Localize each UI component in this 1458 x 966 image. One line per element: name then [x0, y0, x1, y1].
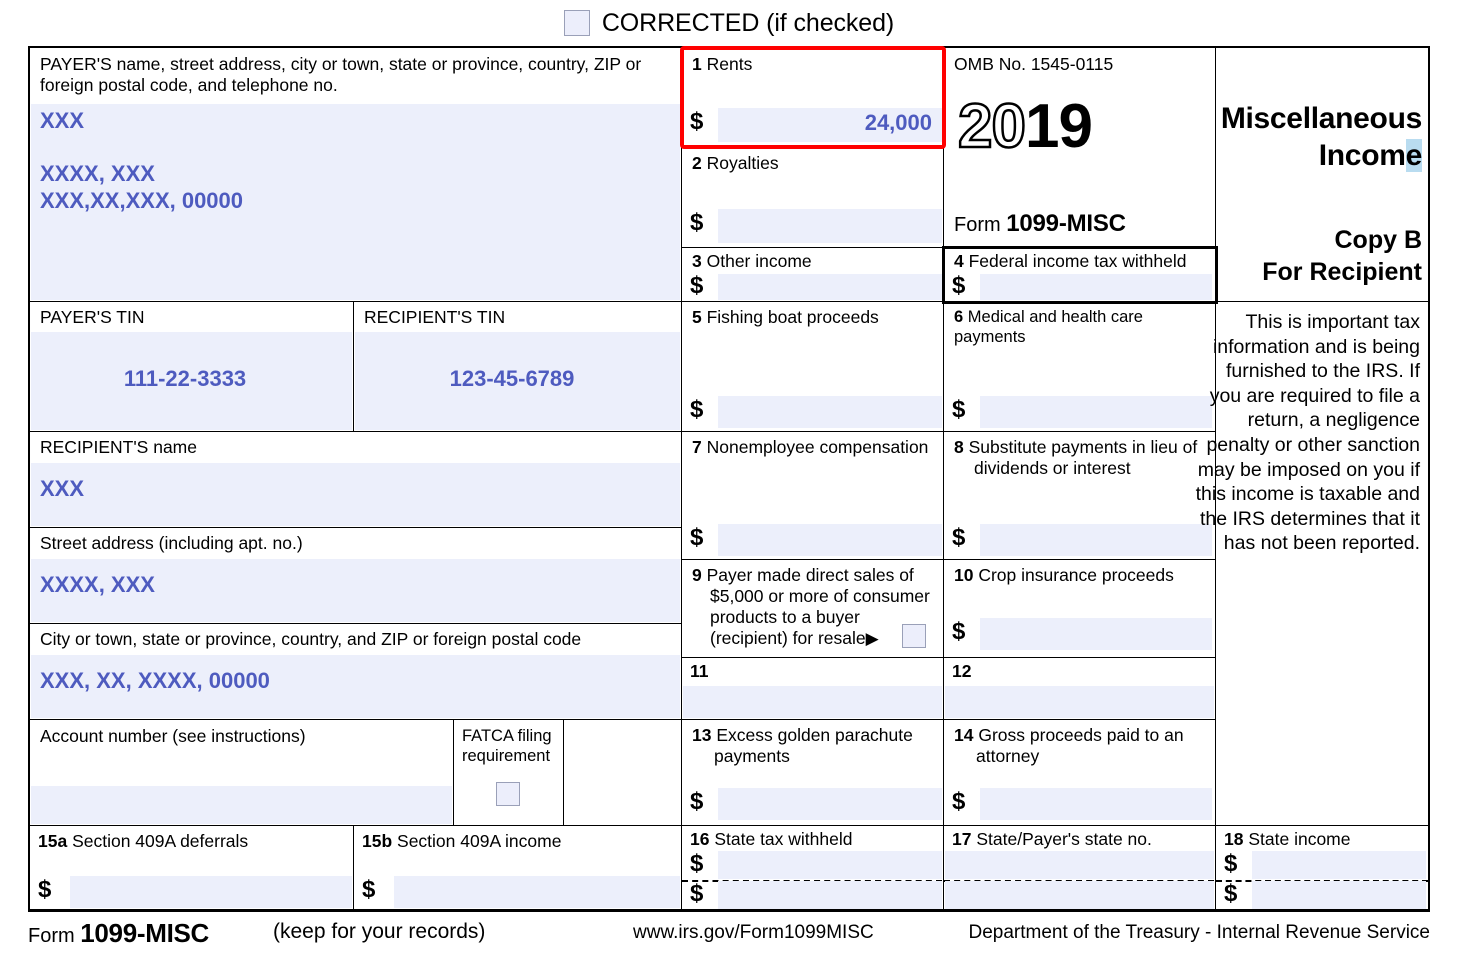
box-8-currency: $ [952, 524, 966, 551]
box-13-cell [682, 720, 944, 826]
recipient-city-label: City or town, state or province, country, and ZIP or foreign postal code [40, 629, 582, 649]
box-1-value: 24,000 [864, 110, 932, 135]
recipient-city-cell [30, 624, 682, 720]
box-6-label: Medical and health care payments [954, 308, 1143, 346]
box-4-label: Federal income tax withheld [968, 251, 1187, 271]
box-2-number: 2 [692, 153, 702, 173]
box-3-label: Other income [706, 251, 812, 271]
box-9-checkbox[interactable] [902, 624, 926, 648]
box-11-number: 11 [690, 661, 709, 681]
box-9-label-line2: $5,000 or more of consumer [710, 586, 930, 606]
payer-cell [30, 48, 682, 302]
recipient-tin-cell [354, 302, 682, 432]
box-18-number: 18 [1224, 829, 1244, 849]
form-title-line2-plain: Incom [1318, 139, 1406, 172]
box-5-cell [682, 302, 944, 432]
title-copy-cell [1216, 48, 1428, 302]
box-2-currency: $ [690, 209, 704, 236]
box-6-cell [944, 302, 1216, 432]
box-13-number: 13 [692, 725, 712, 745]
box-1-currency: $ [690, 108, 704, 135]
box-16-label: State tax withheld [714, 829, 853, 849]
box-16-cell [682, 826, 944, 910]
box-9-number: 9 [692, 565, 702, 585]
box-1-cell [682, 48, 944, 147]
box-2-cell [682, 147, 944, 248]
box-15b-cell [354, 826, 682, 910]
fatca-cell [454, 720, 564, 826]
box-10-label: Crop insurance proceeds [978, 565, 1174, 585]
right-triangle-icon: ▶ [865, 629, 879, 648]
form-title-line1: Miscellaneous [1220, 102, 1422, 135]
box-6-currency: $ [952, 396, 966, 423]
box-7-label: Nonemployee compensation [706, 437, 929, 457]
year-outline-part: 20 [958, 92, 1025, 161]
tax-notice-text: This is important tax information and is being furnished to the IRS. If you are required to file a return, a negligence penalty or other sanction may be imposed on you if this income is taxable and the IRS determines that it has not been reported. [1195, 311, 1420, 555]
recipient-street-value: XXXX, XXX [40, 572, 155, 597]
box-4-currency: $ [952, 272, 966, 299]
recipient-name-value: XXX [40, 476, 85, 501]
box-14-currency: $ [952, 788, 966, 815]
omb-form-number: 1099-MISC [1006, 210, 1126, 237]
box-16-field-row1-bg[interactable] [718, 851, 942, 879]
box-18-field-row1-bg[interactable] [1252, 851, 1426, 879]
box-18-currency-row2: $ [1224, 880, 1238, 907]
box-15a-field-bg[interactable] [70, 876, 352, 908]
box-13-field-bg[interactable] [718, 788, 942, 820]
box-14-number: 14 [954, 725, 974, 745]
box-3-currency: $ [690, 272, 704, 299]
box-18-cell [1216, 826, 1428, 910]
box-4-number: 4 [954, 251, 964, 271]
box-15a-cell [30, 826, 354, 910]
footer-keep-records: (keep for your records) [273, 920, 486, 943]
box-15b-label: Section 409A income [397, 831, 562, 851]
payer-address-line2: XXX,XX,XXX, 00000 [40, 188, 244, 213]
box-7-currency: $ [690, 524, 704, 551]
box-5-number: 5 [692, 307, 702, 327]
box-9-cell [682, 560, 944, 658]
box-13-label-line1: Excess golden parachute [716, 725, 913, 745]
footer-url[interactable]: www.irs.gov/Form1099MISC [633, 922, 874, 943]
box-14-cell [944, 720, 1216, 826]
recipient-street-cell [30, 528, 682, 624]
box-17-number: 17 [952, 829, 972, 849]
recipient-name-cell [30, 432, 682, 528]
box-11-cell [682, 658, 944, 720]
notice-cell [1195, 302, 1428, 826]
box-3-field-bg[interactable] [718, 274, 942, 300]
recipient-tin-value: 123-45-6789 [449, 366, 575, 391]
box-16-number: 16 [690, 829, 710, 849]
payer-tin-label: PAYER'S TIN [40, 307, 145, 327]
box-10-cell [944, 560, 1216, 658]
box-6-number: 6 [954, 308, 964, 326]
recipient-street-label: Street address (including apt. no.) [40, 533, 303, 553]
box-7-number: 7 [692, 437, 702, 457]
box-10-currency: $ [952, 618, 966, 645]
box-17-field-row2-bg[interactable] [945, 881, 1214, 909]
copy-designation [1092, 224, 1422, 288]
box-17-field-row1-bg[interactable] [945, 851, 1214, 879]
omb-number: OMB No. 1545-0115 [954, 54, 1114, 74]
box-8-label-line2: dividends or interest [974, 458, 1131, 478]
box-18-field-row2-bg[interactable] [1252, 881, 1426, 909]
box-1-number: 1 [692, 54, 702, 74]
form-title [1092, 100, 1422, 174]
box-14-label-line1: Gross proceeds paid to an [978, 725, 1184, 745]
corrected-checkbox[interactable] [564, 10, 590, 36]
copy-b-label: Copy B [1334, 226, 1422, 254]
recipient-name-field-bg[interactable] [31, 463, 680, 526]
box-10-field-bg[interactable] [980, 618, 1212, 650]
box-11-field-bg[interactable] [683, 686, 942, 718]
fatca-label-line1: FATCA filing [462, 727, 552, 745]
for-recipient-label: For Recipient [1262, 258, 1422, 286]
box-16-currency-row2: $ [690, 880, 704, 907]
box-18-currency-row1: $ [1224, 850, 1238, 877]
box-14-field-bg[interactable] [980, 788, 1212, 820]
box-17-label: State/Payer's state no. [976, 829, 1152, 849]
box-15b-currency: $ [362, 876, 376, 903]
box-12-number: 12 [952, 661, 972, 681]
recipient-name-label: RECIPIENT'S name [40, 437, 197, 457]
recipient-tin-label: RECIPIENT'S TIN [364, 307, 506, 327]
box-15a-currency: $ [38, 876, 52, 903]
account-number-cell [30, 720, 454, 826]
payer-name-value: XXX [40, 108, 85, 133]
box-16-currency-row1: $ [690, 850, 704, 877]
footer-form-number: 1099-MISC [80, 918, 210, 948]
box-8-cell [944, 432, 1216, 560]
box-8-label-line1: Substitute payments in lieu of [968, 437, 1198, 457]
box-15b-number: 15b [362, 831, 393, 851]
payer-address-line1: XXXX, XXX [40, 161, 155, 186]
box-14-label-line2: attorney [976, 746, 1040, 766]
box-8-field-bg[interactable] [980, 524, 1212, 556]
footer-form-word: Form [28, 925, 75, 947]
box-8-number: 8 [954, 437, 964, 457]
year-solid-part: 19 [1024, 92, 1092, 161]
box-18-label: State income [1248, 829, 1351, 849]
omb-form-word: Form [954, 214, 1001, 236]
box-16-field-row2-bg[interactable] [718, 881, 942, 909]
box-7-cell [682, 432, 944, 560]
corrected-label: CORRECTED (if checked) [601, 8, 895, 37]
box-6-field-bg[interactable] [980, 396, 1212, 428]
form-footer [28, 912, 1430, 962]
form-title-line2 [1092, 137, 1422, 174]
fatca-label-line2: requirement [462, 747, 551, 765]
fatca-checkbox[interactable] [496, 782, 520, 806]
box-9-label-line3: products to a buyer [710, 607, 860, 627]
form-title-selection: e [1405, 139, 1422, 172]
account-number-field-bg[interactable] [31, 786, 452, 824]
box-2-field-bg[interactable] [718, 209, 942, 243]
box-9-label-line4: (recipient) for resale [710, 628, 866, 648]
box-12-cell [944, 658, 1216, 720]
recipient-city-value: XXX, XX, XXXX, 00000 [40, 668, 270, 693]
box-12-field-bg[interactable] [945, 686, 1214, 718]
box-15b-field-bg[interactable] [394, 876, 680, 908]
box-5-currency: $ [690, 396, 704, 423]
box-3-number: 3 [692, 251, 702, 271]
corrected-row [0, 0, 1458, 46]
account-extension-cell [564, 720, 682, 826]
box-13-currency: $ [690, 788, 704, 815]
box-7-field-bg[interactable] [718, 524, 942, 556]
box-1-label: Rents [706, 54, 753, 74]
box-10-number: 10 [954, 565, 974, 585]
footer-form-id [28, 918, 209, 949]
payer-tin-value: 111-22-3333 [123, 366, 247, 391]
payer-label: PAYER'S name, street address, city or town, state or province, country, ZIP or foreign postal code, and telephone no. [40, 54, 642, 95]
box-5-field-bg[interactable] [718, 396, 942, 428]
form-frame [28, 46, 1430, 912]
footer-department: Department of the Treasury - Internal Revenue Service [968, 922, 1430, 943]
box-15a-number: 15a [38, 831, 68, 851]
box-17-cell [944, 826, 1216, 910]
box-3-cell [682, 248, 944, 302]
box-5-label: Fishing boat proceeds [706, 307, 879, 327]
payer-tin-cell [30, 302, 354, 432]
box-9-label-line1: Payer made direct sales of [706, 565, 914, 585]
box-15a-label: Section 409A deferrals [72, 831, 249, 851]
box-13-label-line2: payments [714, 746, 790, 766]
account-number-label: Account number (see instructions) [40, 726, 306, 746]
box-2-label: Royalties [706, 153, 779, 173]
